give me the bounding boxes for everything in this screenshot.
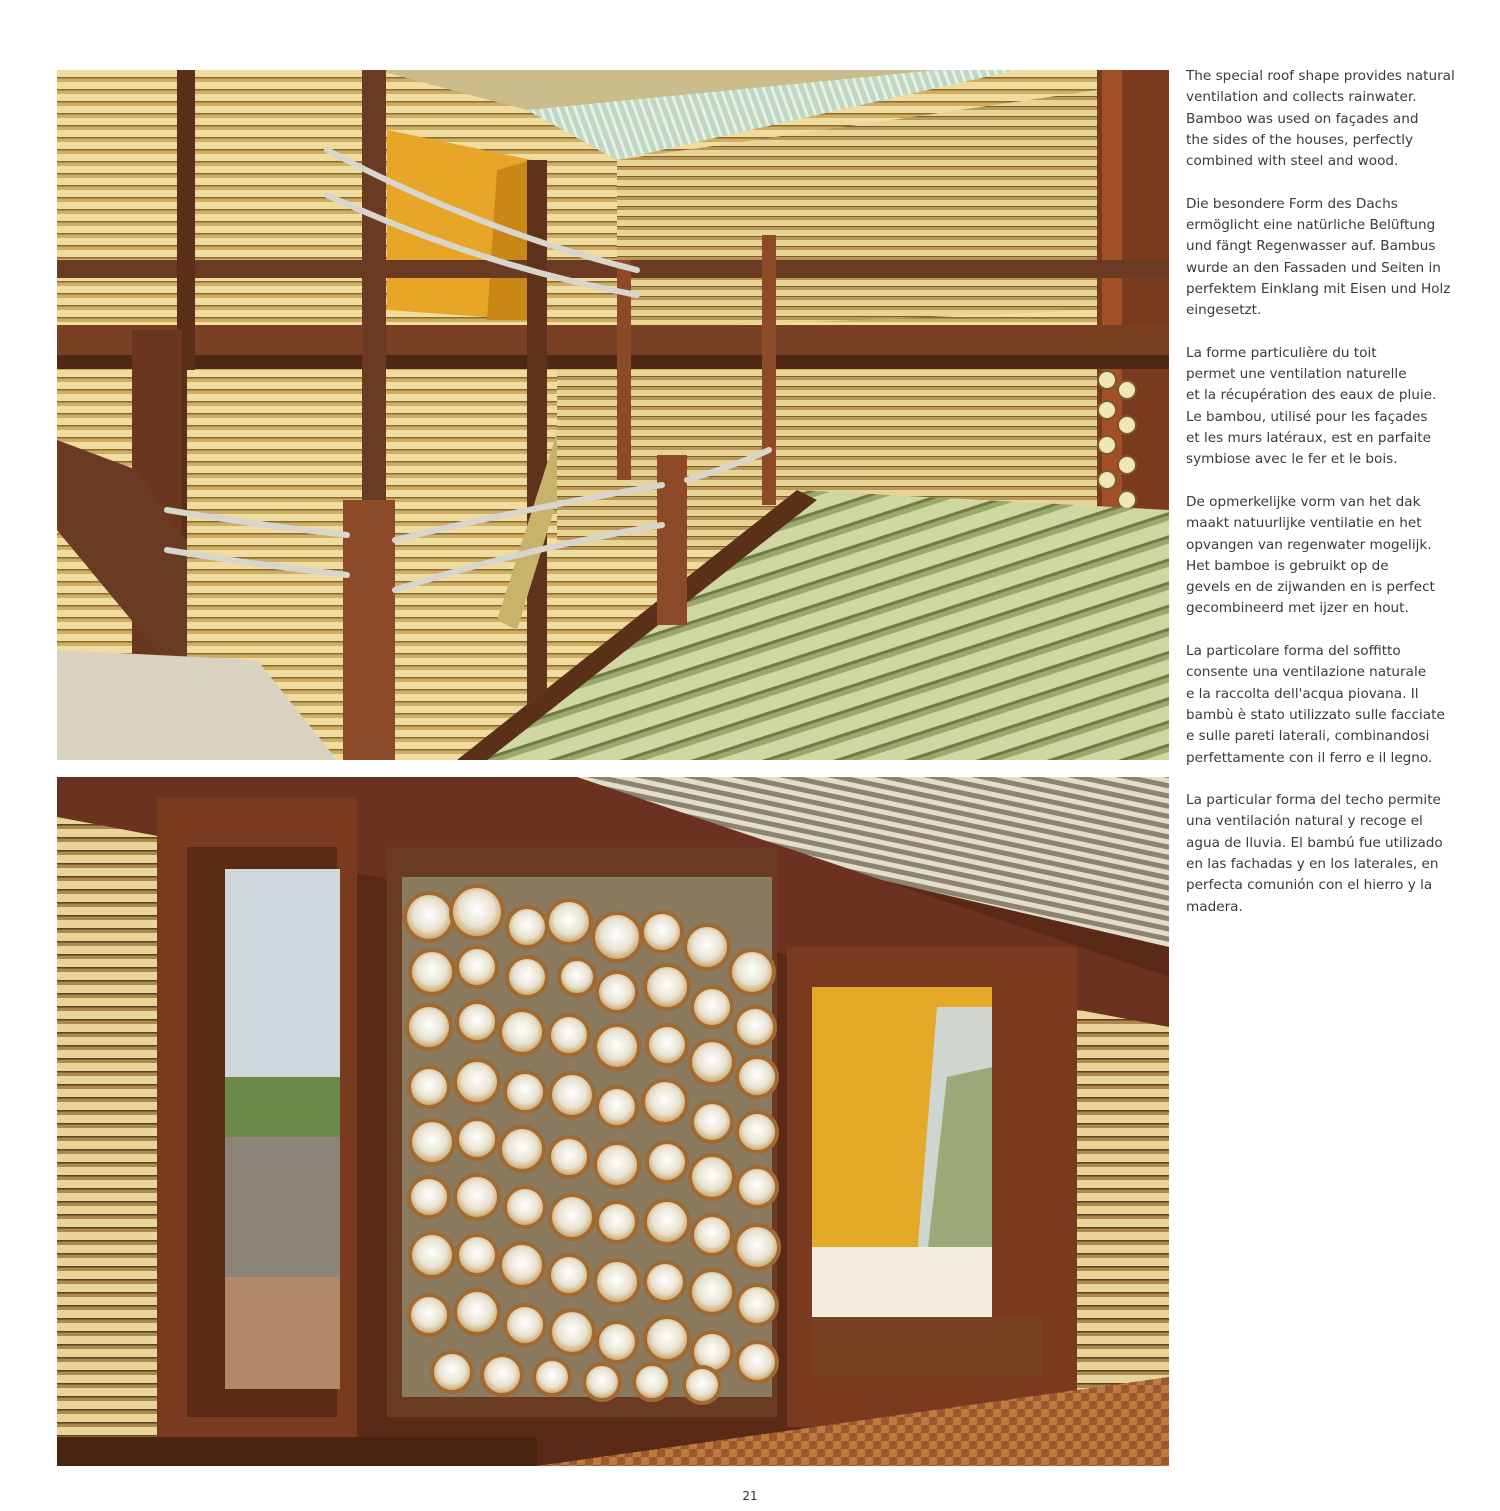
caption-spanish: La particular forma del techo permite una ventilación natural y recoge el agua de lluvia. El bambú fue utilizado en las fachadas y en los laterales, en perfecta comunión con el hierro y la madera. bbox=[1186, 792, 1443, 915]
photo-bottom-illustration bbox=[57, 777, 1169, 1466]
caption-german: Die besondere Form des Dachs ermöglicht eine natürliche Belüftung und fängt Regenwasser auf. Bambus wurde an den Fassaden und Seiten in perfektem Einklang mit Eisen und Holz eingesetzt. bbox=[1186, 195, 1451, 319]
caption-italian: La particolare forma del soffitto consente una ventilazione naturale e la raccolta dell'acqua piovana. Il bambù è stato utilizzato sulle facciate e sulle pareti laterali, combinandosi perfettamente con il ferro e il legno. bbox=[1186, 643, 1445, 766]
photo-top-illustration bbox=[57, 70, 1169, 760]
caption-column bbox=[1186, 66, 1476, 939]
page-number: 21 bbox=[742, 1489, 758, 1503]
caption-french: La forme particulière du toit permet une ventilation naturelle et la récupération des eaux de pluie. Le bambou, utilisé pour les façades et les murs latéraux, est en parfaite symbiose avec le fer et le bois. bbox=[1186, 344, 1437, 468]
caption-english: The special roof shape provides natural ventilation and collects rainwater. Bamboo was used on façades and the sides of the houses, perfectly combined with steel and wood. bbox=[1186, 68, 1455, 170]
photo-bottom bbox=[57, 777, 1169, 1466]
caption-dutch: De opmerkelijke vorm van het dak maakt natuurlijke ventilatie en het opvangen van regenwater mogelijk. Het bamboe is gebruikt op de gevels en de zijwanden en is perfect gecombineerd met ijzer en hout. bbox=[1186, 493, 1435, 617]
photo-top bbox=[57, 70, 1169, 760]
